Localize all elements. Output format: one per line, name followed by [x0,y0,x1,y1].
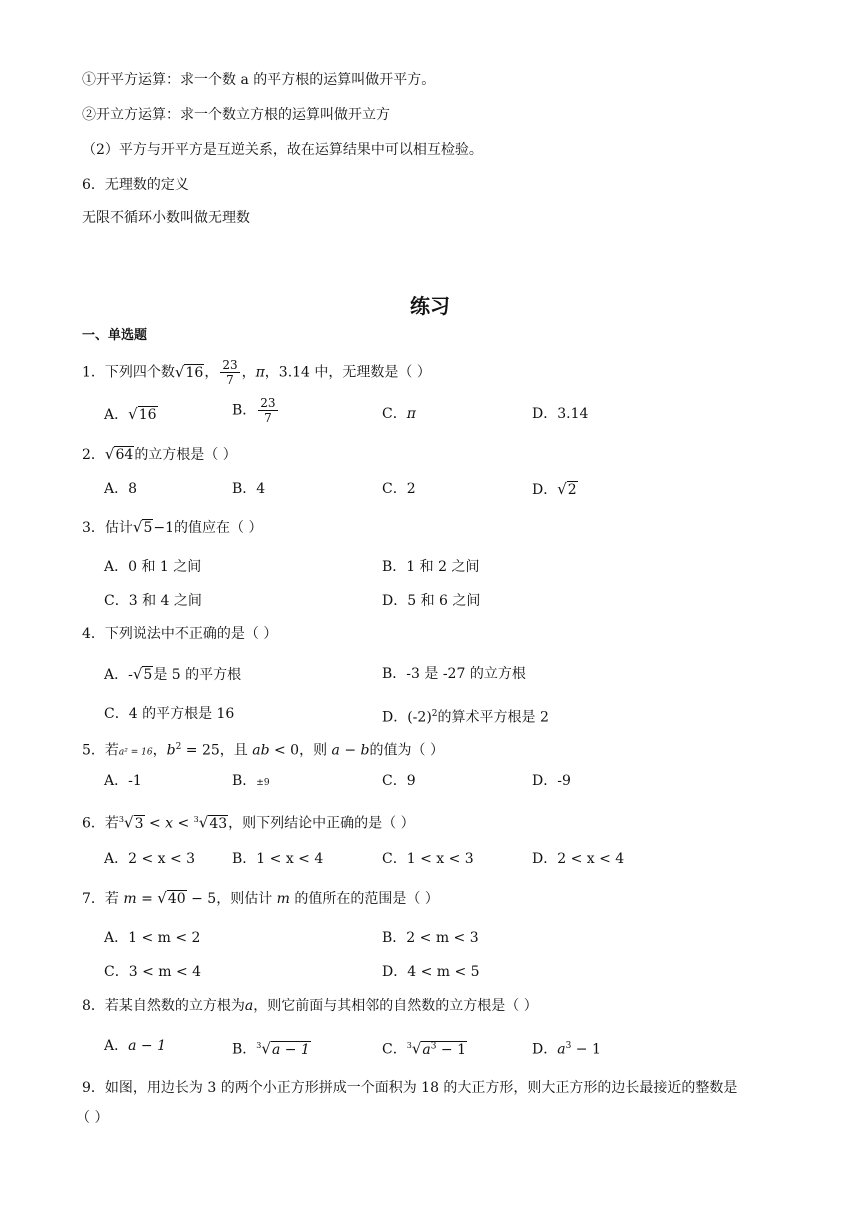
q8-c-index: 3 [406,1041,412,1050]
q8-c-a: a [422,1041,431,1058]
q7-option-d[interactable]: D．4 < m < 5 [382,964,480,980]
q8-d-sup: 3 [565,1041,572,1051]
q7-radicand: 40 [167,891,186,907]
q5-option-c[interactable]: C．9 [382,773,416,789]
q1-post: ，3.14 中，无理数是（ ） [264,364,431,381]
q2-option-a[interactable]: A．8 [104,481,138,497]
q4-a-post: 是 5 的平方根 [153,667,242,683]
sqrt-symbol: √5 [132,518,153,536]
q6-option-c[interactable]: C．1 < x < 3 [382,851,474,867]
q1-pi: π [255,364,265,381]
q7-minus: − 5 [186,891,217,907]
q2-radicand: 64 [115,447,134,463]
q8-pre: 8．若某自然数的立方根为 [82,998,245,1014]
intro-line-5: 无限不循环小数叫做无理数 [82,210,250,226]
cbrt-symbol: $^3√a^3 - 1$ [406,1039,467,1058]
q4-d-post: 的算术平方根是 2 [437,709,549,726]
q8-b-label: B． [232,1041,257,1058]
q5-ab: ab [252,742,270,759]
question-7-stem [82,888,439,909]
sqrt-symbol: √64 [104,445,134,463]
sqrt-symbol: √16 [174,362,204,381]
cbrt-symbol: $^3$√43 [193,813,228,832]
q4-option-c[interactable]: C．4 的平方根是 16 [104,706,235,722]
q7-m2: m [276,891,290,907]
q3-option-c[interactable]: C．3 和 4 之间 [104,593,202,609]
q8-d-a: a [557,1041,566,1058]
q4-d-sup: 2 [431,709,438,719]
q3-pre: 3．估计 [82,520,133,536]
q1-option-a[interactable] [104,404,158,425]
q5-post: 的值为（ ） [369,742,444,759]
page-title: 练习 [410,294,450,318]
q5-minus: − [339,742,361,759]
q8-d-rest: − 1 [571,1041,601,1058]
q1-sep1: ， [204,364,219,381]
q8-b-index: 3 [256,1041,262,1050]
q7-option-b[interactable]: B．2 < m < 3 [382,930,479,946]
q1-fraction [220,358,239,387]
q1-b-label: B． [232,402,257,419]
q8-option-d[interactable] [532,1036,601,1060]
q5-b-val: ±9 [256,778,270,788]
q1-b-fraction [258,396,277,425]
q1-c-label: C． [382,406,407,422]
q1-option-c[interactable] [382,404,416,424]
sqrt-symbol: √5 [132,665,153,683]
q6-post: ，则下列结论中正确的是（ ） [228,815,415,832]
q2-d-label: D． [532,482,558,498]
q7-m: m [123,891,137,907]
question-9-paren: （ ） [76,1110,109,1126]
q6-option-b[interactable]: B．1 < x < 4 [232,851,324,867]
q8-option-a[interactable] [104,1036,166,1056]
q3-option-d[interactable]: D．5 和 6 之间 [382,593,481,609]
q1-option-d[interactable] [532,404,588,424]
question-3-stem [82,517,263,538]
q7-eq: = [136,891,158,907]
q1-num: 23 [222,358,238,372]
q5-cond2: = 25，且 [181,742,253,759]
q1-a-radicand: 16 [138,407,157,423]
q1-pre: 1．下列四个数 [82,364,175,381]
q1-d-val: 3.14 [557,406,589,422]
q3-mid: −1 [153,520,175,536]
q8-post: ，则它前面与其相邻的自然数的立方根是（ ） [253,998,538,1014]
q3-option-a[interactable]: A．0 和 1 之间 [104,559,202,575]
q5-pre: 5．若 [82,742,119,759]
q5-option-a[interactable]: A．-1 [104,773,142,789]
intro-line-3: （2）平方与开平方是互逆关系，故在运算结果中可以相互检验。 [82,142,483,158]
q4-option-d[interactable] [382,704,549,728]
q2-option-d[interactable] [532,479,578,500]
q1-sep2: ， [241,364,256,381]
q6-radicand2: 43 [209,815,228,832]
q8-a-val: a − 1 [128,1038,167,1054]
q7-post2: 的值所在的范围是（ ） [289,891,439,907]
q5-b-sup: 2 [175,742,182,752]
q8-b-radicand: a − 1 [271,1041,310,1058]
question-8-stem [82,996,538,1016]
q5-cond3: < 0，则 [269,742,332,759]
q8-c-rest: − 1 [436,1041,467,1058]
q5-option-b[interactable] [232,771,270,793]
q1-d-label: D． [532,406,558,422]
q1-b-den: 7 [264,411,272,425]
question-9-stem: 9．如图，用边长为 3 的两个小正方形拼成一个面积为 18 的大正方形，则大正方形的边长最接近的整数是 [82,1080,738,1096]
q5-b-label: B． [232,773,257,789]
q2-d-radicand: 2 [567,482,577,498]
q7-option-c[interactable]: C．3 < m < 4 [104,964,202,980]
q2-option-c[interactable]: C．2 [382,481,416,497]
q8-d-label: D． [532,1041,558,1058]
q6-pre: 6．若 [82,815,119,832]
q4-option-a[interactable] [104,664,241,685]
q5-a: a [331,742,340,759]
intro-line-2: ②开立方运算：求一个数立方根的运算叫做开立方 [82,107,390,123]
sqrt-symbol: √2 [557,480,577,498]
question-5-stem [82,737,444,763]
cbrt-symbol: $^3$√a − 1 [256,1039,310,1058]
q6-mid: < x < [144,815,194,832]
q8-c-sup: 3 [430,1041,437,1051]
q1-c-val: π [406,406,416,422]
q3-post: 的值应在（ ） [174,520,263,536]
question-1-stem [82,358,431,387]
q1-den: 7 [226,373,234,387]
q5-option-d[interactable]: D．-9 [532,773,571,789]
q1-b-num: 23 [260,396,276,410]
q7-option-a[interactable]: A．1 < m < 2 [104,930,201,946]
intro-line-4: 6．无理数的定义 [82,177,189,193]
q3-radicand: 5 [143,520,153,536]
q8-option-b[interactable] [232,1036,311,1060]
q1-radicand: 16 [185,364,204,381]
q4-a-radicand: 5 [143,667,153,683]
q7-post1: ，则估计 [216,891,277,907]
q2-option-b[interactable]: B．4 [232,481,266,497]
cbrt-symbol: $^3$√3 [118,813,144,832]
q8-option-c[interactable] [382,1036,467,1060]
question-4-stem: 4．下列说法中不正确的是（ ） [82,626,278,642]
q3-option-b[interactable]: B．1 和 2 之间 [382,559,480,575]
question-2-stem [82,444,237,465]
q4-option-b[interactable]: B．-3 是 -27 的立方根 [382,666,526,682]
q5-cond1: a² = 16 [118,747,153,758]
q5-b: b [166,742,176,759]
q5-b2: b [360,742,370,759]
q2-post: 的立方根是（ ） [134,447,237,463]
q6-index2: 3 [193,815,199,824]
q8-a: a [244,998,254,1014]
q4-a-pre: A．- [104,667,133,683]
question-6-stem [82,810,415,834]
q7-pre: 7．若 [82,891,124,907]
intro-line-1: ①开平方运算：求一个数 a 的平方根的运算叫做开平方。 [82,72,436,88]
section-heading: 一、单选题 [82,328,148,343]
q4-d-pre: D．(-2) [382,709,432,726]
q1-option-b[interactable] [232,396,280,425]
q6-option-d[interactable]: D．2 < x < 4 [532,851,625,867]
q8-a-label: A． [104,1038,129,1054]
sqrt-symbol: √16 [128,405,157,423]
q1-a-label: A． [104,407,129,423]
q6-radicand1: 3 [134,815,144,832]
q8-c-label: C． [382,1041,407,1058]
q2-pre: 2． [82,447,105,463]
sqrt-symbol: √40 [157,889,186,907]
q6-option-a[interactable]: A．2 < x < 3 [104,851,196,867]
q6-index1: 3 [118,815,125,824]
q5-sep: ， [152,742,167,759]
